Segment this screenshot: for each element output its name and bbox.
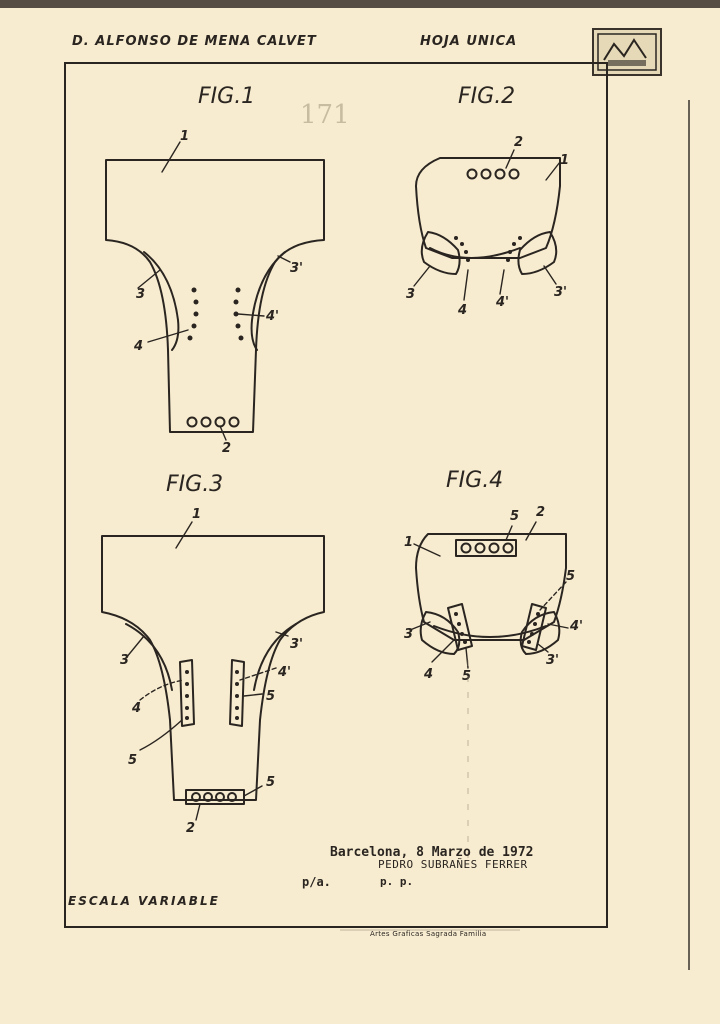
ref-label: 5 — [128, 753, 138, 768]
ref-label: 3' — [290, 261, 304, 276]
ref-label: 3 — [120, 653, 130, 668]
ref-label: 4' — [570, 619, 584, 634]
printer-note: Artes Graficas Sagrada Familia — [370, 930, 487, 938]
figure-4-title: FIG.4 — [446, 468, 504, 493]
place-date: Barcelona, 8 Marzo de 1972 — [330, 845, 534, 860]
pp-label: p. p. — [380, 875, 414, 888]
ref-label: 2 — [514, 135, 524, 150]
sheet-label: HOJA UNICA — [420, 34, 518, 49]
ref-label: 4' — [278, 665, 292, 680]
agent-name-stamp: PEDRO SUBRAÑES FERRER — [378, 858, 528, 871]
ref-label: 4 — [132, 701, 142, 716]
ref-label: 5 — [566, 569, 576, 584]
ref-label: 1 — [180, 129, 190, 144]
ref-label: 3 — [404, 627, 414, 642]
ref-label: 5 — [266, 689, 276, 704]
ref-label: 4' — [266, 309, 280, 324]
ref-label: 2 — [186, 821, 196, 836]
ref-label: 5 — [462, 669, 472, 684]
ref-label: 3' — [290, 637, 304, 652]
ref-label: 5 — [510, 509, 520, 524]
margin-number: 171 — [300, 100, 350, 130]
figure-2-title: FIG.2 — [458, 84, 516, 109]
ref-label: 4 — [134, 339, 144, 354]
ref-label: 2 — [222, 441, 232, 456]
figure-3-title: FIG.3 — [166, 472, 224, 497]
figure-2-drawing — [414, 150, 560, 300]
ref-label: 1 — [404, 535, 414, 550]
ref-label: 3' — [554, 285, 568, 300]
ref-label: 1 — [560, 153, 570, 168]
pa-label: p/a. — [302, 875, 331, 889]
ref-label: 4' — [496, 295, 510, 310]
ref-label: 2 — [536, 505, 546, 520]
ref-label: 4 — [458, 303, 468, 318]
inventor-name: D. ALFONSO DE MENA CALVET — [72, 34, 317, 49]
ref-label: 3 — [136, 287, 146, 302]
scale-note: ESCALA VARIABLE — [68, 894, 220, 908]
ref-label: 1 — [192, 507, 202, 522]
figure-1-title: FIG.1 — [198, 84, 256, 109]
figure-4-drawing — [410, 522, 568, 668]
ref-label: 3' — [546, 653, 560, 668]
ref-label: 3 — [406, 287, 416, 302]
ref-label: 5 — [266, 775, 276, 790]
ref-label: 4 — [424, 667, 434, 682]
